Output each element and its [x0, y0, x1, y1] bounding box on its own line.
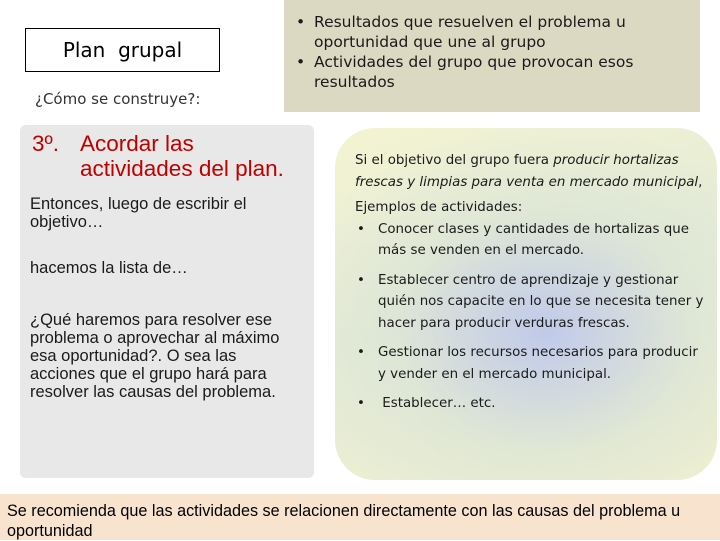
activities-list — [355, 219, 707, 415]
activity-item-etc: • Establecer… etc. — [355, 393, 707, 415]
example-intro — [355, 150, 707, 193]
step-paragraph-list: hacemos la lista de… — [30, 259, 188, 277]
recommendation-text: Se recomienda que las actividades se relacionen directamente con las causas del problema u oportunidad — [7, 502, 681, 540]
page-title: Plan grupal — [62, 38, 183, 62]
example-panel — [335, 128, 717, 480]
step-paragraph-objective: Entonces, luego de escribir el objetivo… — [30, 195, 247, 231]
summary-bullet-results: • Resultados que resuelven el problema u oportunidad que une al grupo — [296, 12, 690, 52]
summary-bullet-list — [296, 12, 690, 92]
step-heading — [32, 131, 304, 181]
step-panel — [20, 125, 314, 478]
activity-item-market-study: • Conocer clases y cantidades de hortalizas que más se venden en el mercado. — [355, 219, 707, 262]
summary-bullet-activities: • Actividades del grupo que provocan esos resultados — [296, 52, 690, 92]
step-number: 3º. — [32, 131, 59, 156]
step-title: Acordar las actividades del plan. — [80, 131, 284, 181]
activity-item-learning-center: • Establecer centro de aprendizaje y gestionar quién nos capacite en lo que se necesita tener y hacer para producir verduras frescas. — [355, 270, 707, 335]
examples-label: Ejemplos de actividades: — [355, 200, 523, 215]
page-subtitle: ¿Cómo se construye?: — [35, 90, 201, 108]
example-intro-objective: producir hortalizas frescas y limpias para venta en mercado municipal — [355, 153, 699, 190]
results-activities-box — [284, 0, 700, 112]
example-intro-prefix: Si el objetivo del grupo fuera — [355, 153, 554, 168]
example-intro-suffix: , — [698, 174, 703, 190]
activity-item-resources: • Gestionar los recursos necesarios para producir y vender en el mercado municipal. — [355, 342, 707, 385]
plan-title-box — [25, 28, 220, 72]
step-paragraph-question: ¿Qué haremos para resolver ese problema o aprovechar al máximo esa oportunidad?. O sea las acciones que el grupo hará para resolver las causas del problema. — [30, 311, 280, 401]
recommendation-footer — [0, 494, 720, 540]
